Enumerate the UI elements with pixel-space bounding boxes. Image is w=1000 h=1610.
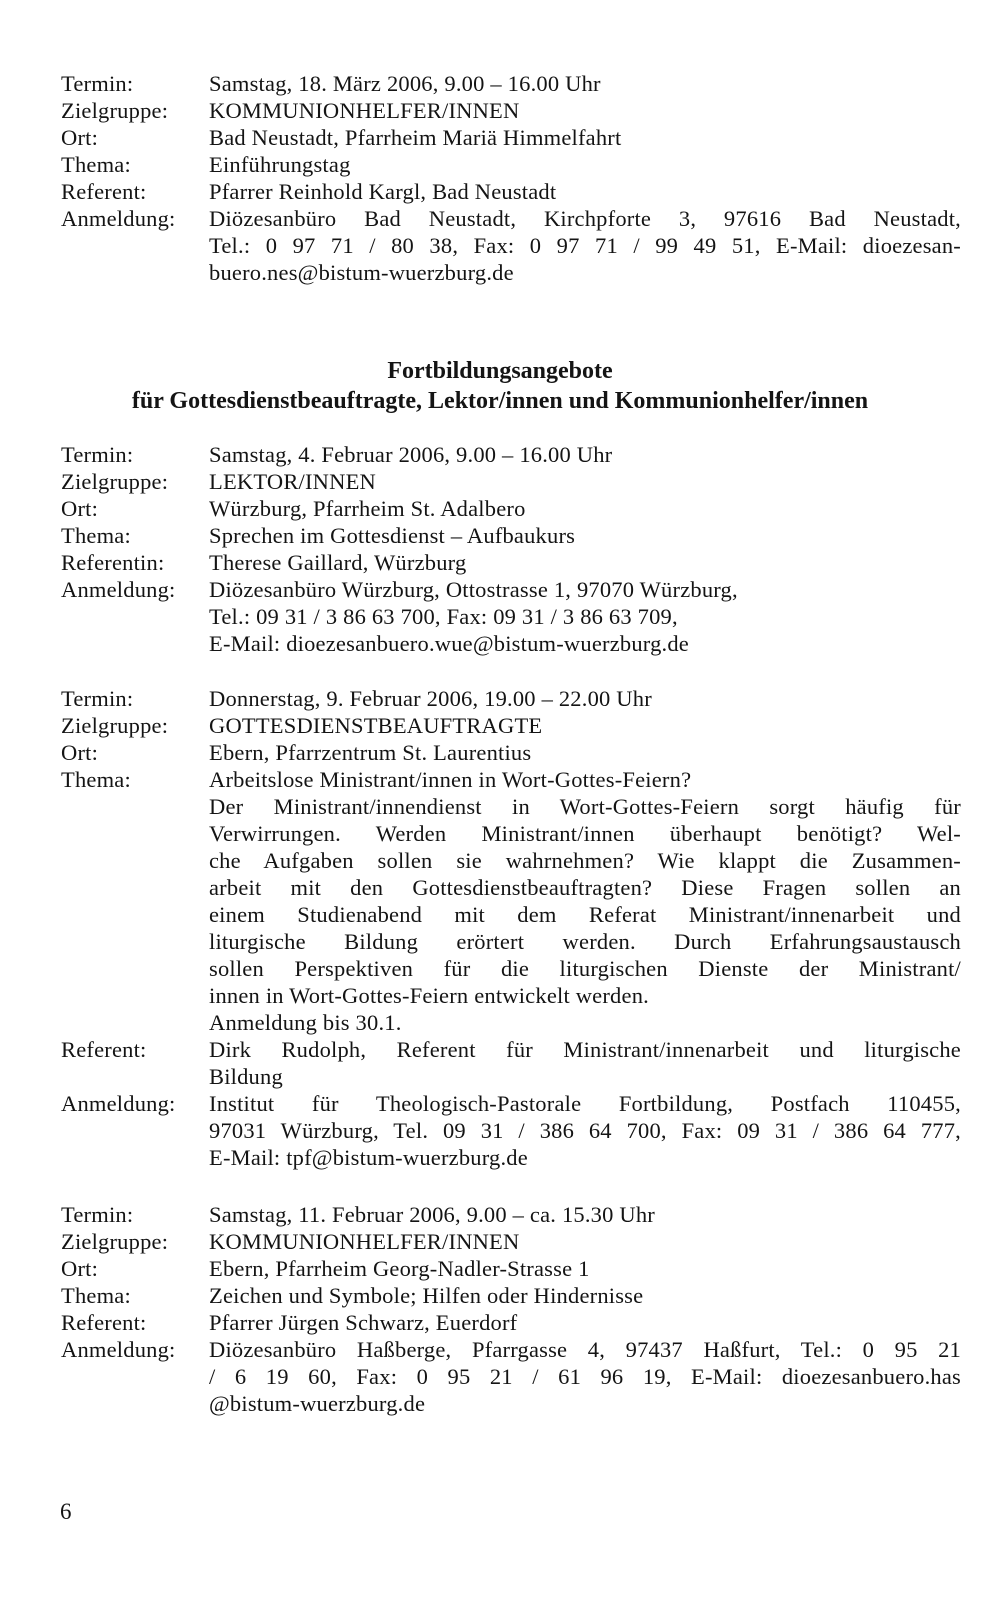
value-line: Verwirrungen. Werden Ministrant/innen überhaupt benötigt? Wel- bbox=[209, 821, 961, 846]
value-line: KOMMUNIONHELFER/INNEN bbox=[209, 98, 520, 123]
field-value bbox=[209, 1201, 961, 1228]
value-line: / 6 19 60, Fax: 0 95 21 / 61 96 19, E-Mail: dioezesanbuero.has bbox=[209, 1364, 961, 1389]
value-line: 97031 Würzburg, Tel. 09 31 / 386 64 700, Fax: 09 31 / 386 64 777, bbox=[209, 1118, 961, 1143]
value-line: Ebern, Pfarrzentrum St. Laurentius bbox=[209, 740, 532, 765]
event-block bbox=[61, 685, 961, 1171]
field-label: Thema: bbox=[61, 152, 131, 177]
value-line: Samstag, 18. März 2006, 9.00 – 16.00 Uhr bbox=[209, 71, 601, 96]
event-row-anmeldung bbox=[61, 1090, 961, 1171]
event-row-thema bbox=[61, 151, 961, 178]
value-line: Ebern, Pfarrheim Georg-Nadler-Strasse 1 bbox=[209, 1256, 590, 1281]
field-value bbox=[209, 1336, 961, 1417]
section-heading bbox=[50, 356, 950, 416]
event-row-referentin bbox=[61, 549, 961, 576]
value-line: Diözesanbüro Würzburg, Ottostrasse 1, 97070 Würzburg, bbox=[209, 577, 738, 602]
field-label: Termin: bbox=[61, 686, 134, 711]
value-line: Bad Neustadt, Pfarrheim Mariä Himmelfahrt bbox=[209, 125, 622, 150]
field-label: Anmeldung: bbox=[61, 1091, 176, 1116]
value-line: KOMMUNIONHELFER/INNEN bbox=[209, 1229, 520, 1254]
event-row-referent bbox=[61, 1036, 961, 1090]
event-row-zielgruppe bbox=[61, 468, 961, 495]
event-row-thema bbox=[61, 1282, 961, 1309]
value-line: Therese Gaillard, Würzburg bbox=[209, 550, 467, 575]
value-line: Sprechen im Gottesdienst – Aufbaukurs bbox=[209, 523, 576, 548]
event-row-termin bbox=[61, 441, 961, 468]
event-row-zielgruppe bbox=[61, 712, 961, 739]
field-label: Ort: bbox=[61, 496, 99, 521]
event-row-termin bbox=[61, 685, 961, 712]
event-row-anmeldung bbox=[61, 205, 961, 286]
event-row-ort bbox=[61, 495, 961, 522]
field-label: Termin: bbox=[61, 1202, 134, 1227]
event-row-zielgruppe bbox=[61, 1228, 961, 1255]
value-line: Tel.: 09 31 / 3 86 63 700, Fax: 09 31 / 3 86 63 709, bbox=[209, 604, 678, 629]
event-block bbox=[61, 441, 961, 657]
field-label: Thema: bbox=[61, 1283, 131, 1308]
field-value bbox=[209, 522, 961, 549]
value-line: GOTTESDIENSTBEAUFTRAGTE bbox=[209, 713, 543, 738]
event-row-anmeldung bbox=[61, 1336, 961, 1417]
field-value bbox=[209, 441, 961, 468]
value-line: Samstag, 4. Februar 2006, 9.00 – 16.00 Uhr bbox=[209, 442, 613, 467]
value-line: @bistum-wuerzburg.de bbox=[209, 1391, 426, 1416]
field-value bbox=[209, 178, 961, 205]
event-row-anmeldung bbox=[61, 576, 961, 657]
field-value bbox=[209, 739, 961, 766]
field-value bbox=[209, 1282, 961, 1309]
event-row-termin bbox=[61, 1201, 961, 1228]
field-label: Anmeldung: bbox=[61, 1337, 176, 1362]
field-value bbox=[209, 766, 961, 1036]
field-label: Ort: bbox=[61, 740, 99, 765]
heading-line: Fortbildungsangebote bbox=[387, 358, 613, 384]
field-value bbox=[209, 70, 961, 97]
field-value bbox=[209, 576, 961, 657]
field-label: Zielgruppe: bbox=[61, 713, 169, 738]
field-label: Referentin: bbox=[61, 550, 165, 575]
field-value bbox=[209, 468, 961, 495]
value-line: E-Mail: tpf@bistum-wuerzburg.de bbox=[209, 1145, 528, 1170]
value-line: innen in Wort-Gottes-Feiern entwickelt werden. bbox=[209, 983, 649, 1008]
value-line: Samstag, 11. Februar 2006, 9.00 – ca. 15.30 Uhr bbox=[209, 1202, 655, 1227]
value-line: Einführungstag bbox=[209, 152, 351, 177]
event-row-thema bbox=[61, 766, 961, 1036]
field-label: Ort: bbox=[61, 1256, 99, 1281]
field-label: Ort: bbox=[61, 125, 99, 150]
field-value bbox=[209, 495, 961, 522]
field-label: Zielgruppe: bbox=[61, 1229, 169, 1254]
field-label: Referent: bbox=[61, 1310, 147, 1335]
event-row-referent bbox=[61, 178, 961, 205]
value-line: arbeit mit den Gottesdienstbeauftragten? Diese Fragen sollen an bbox=[209, 875, 961, 900]
event-row-referent bbox=[61, 1309, 961, 1336]
field-value bbox=[209, 712, 961, 739]
field-label: Thema: bbox=[61, 767, 131, 792]
field-value bbox=[209, 1090, 961, 1171]
value-line: Institut für Theologisch-Pastorale Fortbildung, Postfach 110455, bbox=[209, 1091, 961, 1116]
event-row-thema bbox=[61, 522, 961, 549]
field-label: Anmeldung: bbox=[61, 577, 176, 602]
value-line: Würzburg, Pfarrheim St. Adalbero bbox=[209, 496, 526, 521]
value-line: Donnerstag, 9. Februar 2006, 19.00 – 22.00 Uhr bbox=[209, 686, 652, 711]
field-label: Thema: bbox=[61, 523, 131, 548]
value-line: Zeichen und Symbole; Hilfen oder Hindernisse bbox=[209, 1283, 644, 1308]
page-number: 6 bbox=[60, 1499, 72, 1524]
value-line: Dirk Rudolph, Referent für Ministrant/innenarbeit und liturgische bbox=[209, 1037, 961, 1062]
value-line: che Aufgaben sollen sie wahrnehmen? Wie klappt die Zusammen- bbox=[209, 848, 961, 873]
value-line: Pfarrer Reinhold Kargl, Bad Neustadt bbox=[209, 179, 557, 204]
event-row-ort bbox=[61, 1255, 961, 1282]
value-line: LEKTOR/INNEN bbox=[209, 469, 376, 494]
value-line: sollen Perspektiven für die liturgischen Dienste der Ministrant/ bbox=[209, 956, 961, 981]
field-label: Referent: bbox=[61, 1037, 147, 1062]
value-line: Bildung bbox=[209, 1064, 283, 1089]
field-value bbox=[209, 1309, 961, 1336]
value-line: Anmeldung bis 30.1. bbox=[209, 1010, 402, 1035]
field-value bbox=[209, 205, 961, 286]
event-block bbox=[61, 70, 961, 286]
field-value bbox=[209, 151, 961, 178]
heading-line: für Gottesdienstbeauftragte, Lektor/innen und Kommunionhelfer/innen bbox=[131, 388, 869, 414]
field-value bbox=[209, 685, 961, 712]
value-line: Tel.: 0 97 71 / 80 38, Fax: 0 97 71 / 99 49 51, E-Mail: dioezesan- bbox=[209, 233, 961, 258]
value-line: liturgische Bildung erörtert werden. Durch Erfahrungsaustausch bbox=[209, 929, 961, 954]
field-value bbox=[209, 549, 961, 576]
event-block bbox=[61, 1201, 961, 1417]
field-label: Zielgruppe: bbox=[61, 469, 169, 494]
event-row-ort bbox=[61, 124, 961, 151]
field-value bbox=[209, 1228, 961, 1255]
value-line: Pfarrer Jürgen Schwarz, Euerdorf bbox=[209, 1310, 518, 1335]
field-label: Termin: bbox=[61, 442, 134, 467]
event-row-zielgruppe bbox=[61, 97, 961, 124]
value-line: Diözesanbüro Haßberge, Pfarrgasse 4, 97437 Haßfurt, Tel.: 0 95 21 bbox=[209, 1337, 961, 1362]
field-label: Referent: bbox=[61, 179, 147, 204]
field-value bbox=[209, 97, 961, 124]
event-row-termin bbox=[61, 70, 961, 97]
value-line: Arbeitslose Ministrant/innen in Wort-Gottes-Feiern? bbox=[209, 767, 692, 792]
value-line: E-Mail: dioezesanbuero.wue@bistum-wuerzburg.de bbox=[209, 631, 689, 656]
field-value bbox=[209, 124, 961, 151]
value-line: Der Ministrant/innendienst in Wort-Gottes-Feiern sorgt häufig für bbox=[209, 794, 961, 819]
field-label: Anmeldung: bbox=[61, 206, 176, 231]
event-row-ort bbox=[61, 739, 961, 766]
field-value bbox=[209, 1036, 961, 1090]
value-line: buero.nes@bistum-wuerzburg.de bbox=[209, 260, 514, 285]
field-label: Zielgruppe: bbox=[61, 98, 169, 123]
value-line: einem Studienabend mit dem Referat Ministrant/innenarbeit und bbox=[209, 902, 961, 927]
value-line: Diözesanbüro Bad Neustadt, Kirchpforte 3, 97616 Bad Neustadt, bbox=[209, 206, 961, 231]
field-value bbox=[209, 1255, 961, 1282]
field-label: Termin: bbox=[61, 71, 134, 96]
